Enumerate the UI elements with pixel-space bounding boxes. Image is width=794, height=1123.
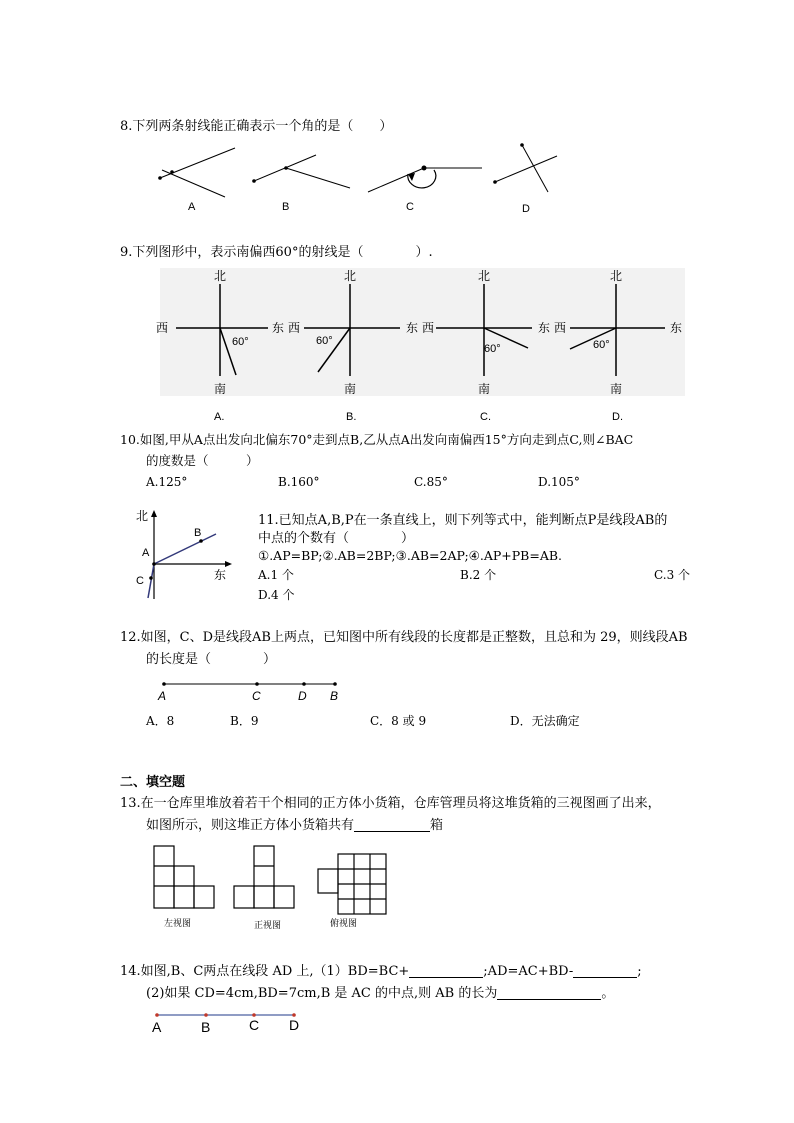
q13-three-views-figure xyxy=(150,842,410,932)
q14-line1-part3: ; xyxy=(637,964,642,979)
q10-option-d: D.105° xyxy=(538,475,580,489)
svg-text:西: 西 xyxy=(156,321,169,335)
q8-label-a: A xyxy=(188,201,196,213)
svg-text:60°: 60° xyxy=(316,335,333,347)
q9-figure xyxy=(150,266,690,426)
svg-text:南: 南 xyxy=(478,382,491,396)
svg-text:北: 北 xyxy=(214,269,227,283)
q14-line2 xyxy=(146,987,614,1000)
q9-label-d: D. xyxy=(612,411,623,423)
svg-text:东: 东 xyxy=(670,321,683,335)
q8-option-b-rays xyxy=(252,155,350,188)
q14-line2-part2: 。 xyxy=(601,986,615,1001)
q13-line2-end: 箱 xyxy=(430,818,444,833)
q8-label-b: B xyxy=(282,201,290,213)
q11-option-d: D.4 个 xyxy=(258,588,295,602)
q14-segment-figure xyxy=(150,1010,310,1040)
svg-text:北: 北 xyxy=(478,269,491,283)
q10-option-a: A.125° xyxy=(146,475,188,489)
svg-text:C: C xyxy=(249,1017,260,1033)
q10-line2: 的度数是（ ） xyxy=(146,453,259,468)
svg-text:北: 北 xyxy=(344,269,357,283)
q10-line1: 10.如图,甲从A点出发向北偏东70°走到点B,乙从点A出发向南偏西15°方向走到点C,则∠BAC xyxy=(120,432,634,447)
q11-option-a: A.1 个 xyxy=(258,568,294,582)
svg-text:南: 南 xyxy=(344,382,357,396)
svg-text:东: 东 xyxy=(214,568,227,582)
svg-text:A: A xyxy=(152,1019,162,1035)
svg-text:左视图: 左视图 xyxy=(164,918,192,928)
svg-text:北: 北 xyxy=(136,509,149,523)
svg-text:B: B xyxy=(330,689,339,703)
q14-blank-2[interactable] xyxy=(573,965,637,978)
q13-line2-text: 如图所示，则这堆正方体小货箱共有 xyxy=(146,818,355,833)
q13-line1: 13.在一仓库里堆放着若干个相同的正方体小货箱，仓库管理员将这堆货箱的三视图画了出来， xyxy=(120,796,661,811)
svg-text:B: B xyxy=(194,527,202,539)
q8-option-a-rays xyxy=(158,148,235,197)
q10-option-b: B.160° xyxy=(278,475,320,489)
svg-text:C: C xyxy=(252,689,261,703)
q9-label-c: C. xyxy=(480,411,491,423)
svg-text:60°: 60° xyxy=(232,336,249,348)
svg-text:西: 西 xyxy=(422,321,435,335)
q11-line3: ①.AP=BP;②.AB=2BP;③.AB=2AP;④.AP+PB=AB. xyxy=(258,548,563,563)
q10-option-c: C.85° xyxy=(414,475,448,489)
svg-text:西: 西 xyxy=(554,321,567,335)
q8-question: 8.下列两条射线能正确表示一个角的是（ ） xyxy=(120,119,393,134)
q14-line1 xyxy=(120,965,642,978)
q8-option-c-rays xyxy=(368,166,482,193)
svg-text:C: C xyxy=(136,575,144,587)
svg-text:D: D xyxy=(298,689,307,703)
q8-label-c: C xyxy=(406,201,414,213)
q8-option-d-rays xyxy=(493,143,557,192)
q12-segment-figure xyxy=(156,678,356,708)
q14-blank-1[interactable] xyxy=(409,965,483,978)
svg-text:A: A xyxy=(158,689,167,703)
q12-line2: 的长度是（ ） xyxy=(146,652,277,667)
svg-text:A: A xyxy=(142,547,150,559)
svg-text:东: 东 xyxy=(406,321,419,335)
svg-text:60°: 60° xyxy=(593,339,610,351)
q13-answer-blank[interactable] xyxy=(354,819,430,832)
q11-line2: 中点的个数有（ ） xyxy=(258,531,415,546)
q11-option-c: C.3 个 xyxy=(654,568,691,582)
q10-figure xyxy=(132,504,242,604)
q14-line2-part1: (2)如果 CD=4cm,BD=7cm,B 是 AC 的中点,则 AB 的长为 xyxy=(146,986,498,1001)
q12-option-c: C．8 或 9 xyxy=(370,714,427,728)
q12-option-a: A．8 xyxy=(146,714,175,728)
svg-text:正视图: 正视图 xyxy=(254,920,282,930)
q8-label-d: D xyxy=(522,203,530,215)
q12-option-d: D．无法确定 xyxy=(510,714,580,728)
svg-text:南: 南 xyxy=(610,382,623,396)
svg-text:西: 西 xyxy=(288,321,301,335)
q11-option-b: B.2 个 xyxy=(460,568,497,582)
q12-line1: 12.如图，C、D是线段AB上两点，已知图中所有线段的长度都是正整数，且总和为 29，则线段AB xyxy=(120,630,688,645)
section-heading: 二、填空题 xyxy=(120,775,186,790)
q13-line2 xyxy=(146,819,443,832)
q12-option-b: B．9 xyxy=(230,714,259,728)
svg-text:东: 东 xyxy=(272,321,285,335)
q11-line1: 11.已知点A,B,P在一条直线上，则下列等式中，能判断点P是线段AB的 xyxy=(258,513,668,528)
svg-text:北: 北 xyxy=(610,269,623,283)
q9-question: 9.下列图形中，表示南偏西60°的射线是（ ）. xyxy=(120,245,433,260)
svg-text:南: 南 xyxy=(214,382,227,396)
svg-text:D: D xyxy=(289,1017,300,1033)
svg-text:俯视图: 俯视图 xyxy=(330,918,358,928)
q14-line1-part2: ;AD=AC+BD- xyxy=(483,964,574,979)
svg-text:60°: 60° xyxy=(484,343,501,355)
svg-text:东: 东 xyxy=(538,321,551,335)
q8-figure xyxy=(150,140,710,220)
q14-line1-part1: 14.如图,B、C两点在线段 AD 上,（1）BD=BC+ xyxy=(120,964,410,979)
q9-label-a: A. xyxy=(214,411,225,423)
q9-label-b: B. xyxy=(346,411,357,423)
svg-text:B: B xyxy=(201,1019,211,1035)
q14-blank-3[interactable] xyxy=(497,987,601,1000)
